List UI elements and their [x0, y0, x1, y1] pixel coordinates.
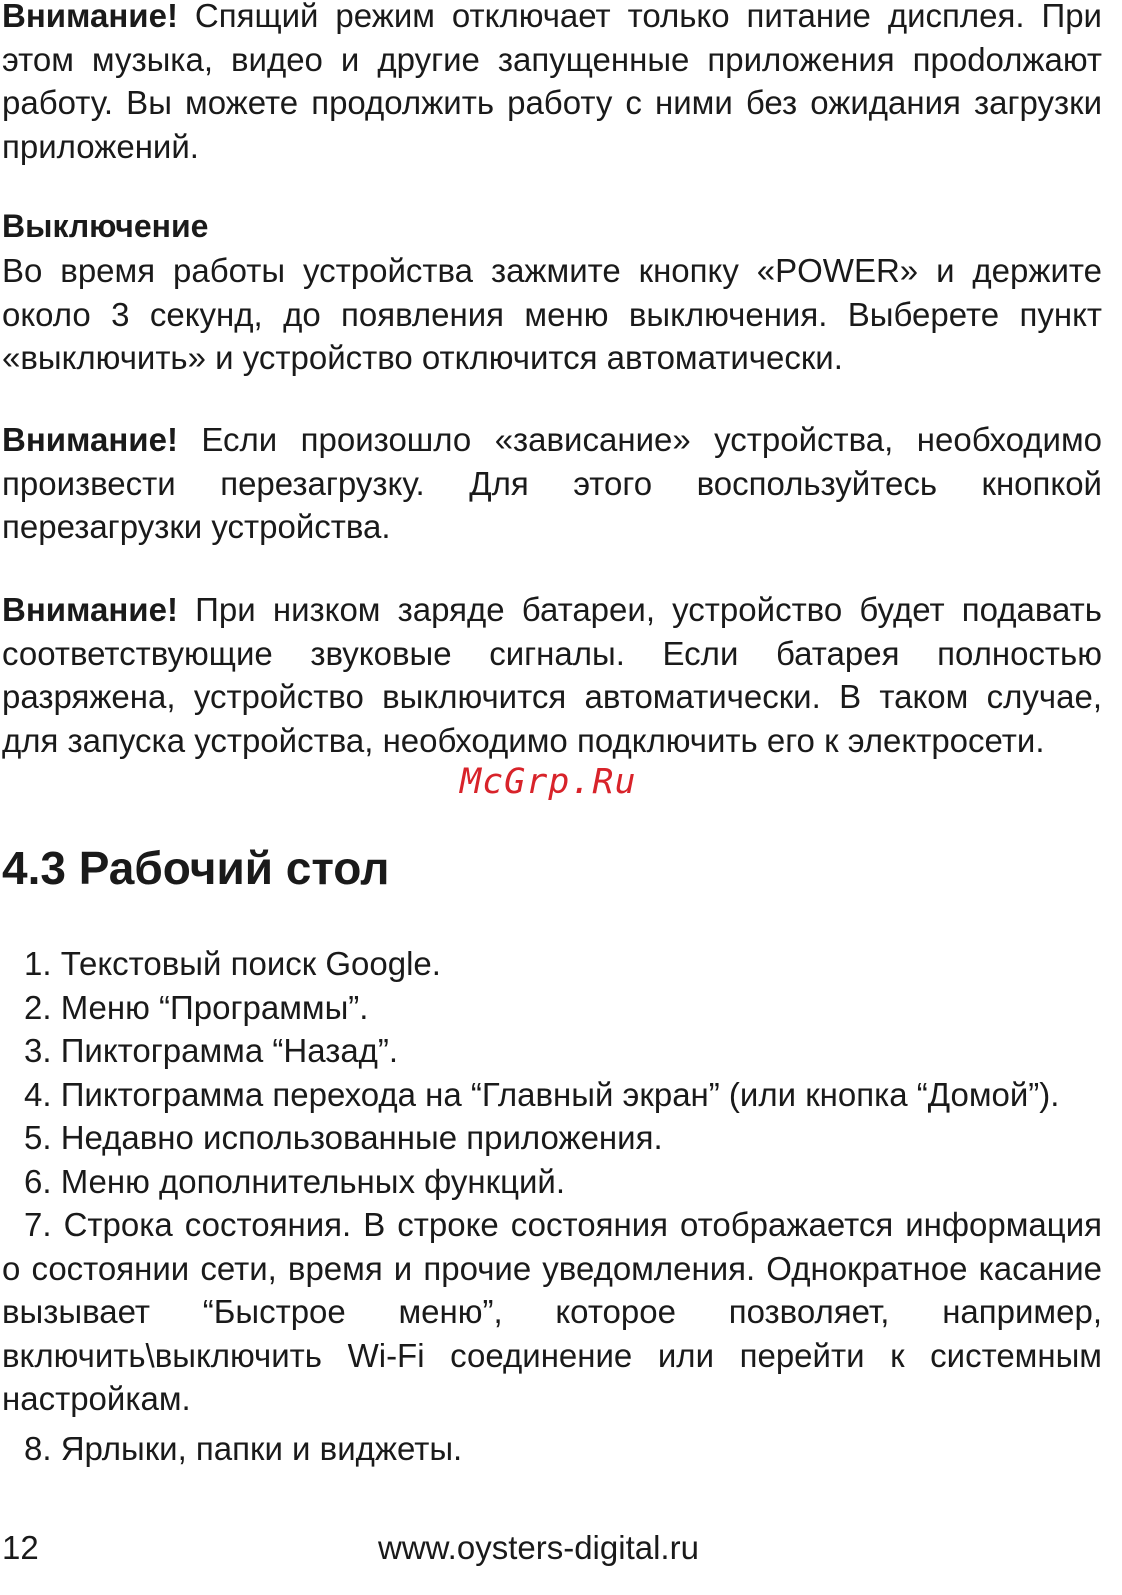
note-sleep-mode	[2, 0, 1102, 168]
note-freeze	[2, 418, 1102, 549]
list-item: 6. Меню дополнительных функций.	[24, 1162, 566, 1200]
watermark: McGrp.Ru	[460, 762, 637, 802]
note-text: Спящий режим отключает только питание дисплея. При этом музыка, видео и другие запущенные приложения проdолжают работу. Вы можете продолжить работу с ними без ожидания загрузки приложений.	[2, 0, 1102, 165]
list-item: 7. Строка состояния. В строке состояния отображается информация о состоянии сети, время и прочие уведомления. Однократное касание вызывает “Быстрое меню”, которое позволяет, например, включить\выключить Wi-Fi соединение или перейти к системным настройкам.	[2, 1206, 1102, 1417]
note-label: Внимание!	[2, 591, 178, 628]
list-item: 8. Ярлыки, папки и виджеты.	[24, 1429, 463, 1467]
list-item: 4. Пиктограмма перехода на “Главный экран” (или кнопка “Домой”).	[24, 1075, 1060, 1113]
shutdown-paragraph: Во время работы устройства зажмите кнопку «POWER» и держите около 3 секунд, до появления меню выключения. Выберете пункт «выключить» и устройство отключится автоматически.	[2, 252, 1102, 376]
desktop-items-list	[2, 942, 1102, 1470]
list-item: 2. Меню “Программы”.	[24, 988, 369, 1026]
note-low-battery	[2, 588, 1102, 762]
list-item: 5. Недавно использованные приложения.	[24, 1119, 663, 1156]
page-number: 12	[2, 1529, 39, 1566]
section-title: 4.3 Рабочий стол	[2, 842, 390, 894]
note-label: Внимание!	[2, 0, 178, 34]
shutdown-heading: Выключение	[2, 208, 209, 244]
note-text: Если произошло «зависание» устройства, необходимо произвести перезагрузку. Для этого воспользуйтесь кнопкой перезагрузки устройства.	[2, 421, 1102, 545]
list-item: 3. Пиктограмма “Назад”.	[24, 1032, 399, 1069]
list-item: 1. Текстовый поиск Google.	[24, 945, 441, 982]
note-label: Внимание!	[2, 421, 178, 458]
note-text: При низком заряде батареи, устройство будет подавать соответствующие звуковые сигналы. Если батарея полностью разряжена, устройство выключится автоматически. В таком случае, для запуска устройства, необходимо подключить его к электросети.	[2, 591, 1102, 759]
footer-url: www.oysters-digital.ru	[378, 1529, 699, 1566]
